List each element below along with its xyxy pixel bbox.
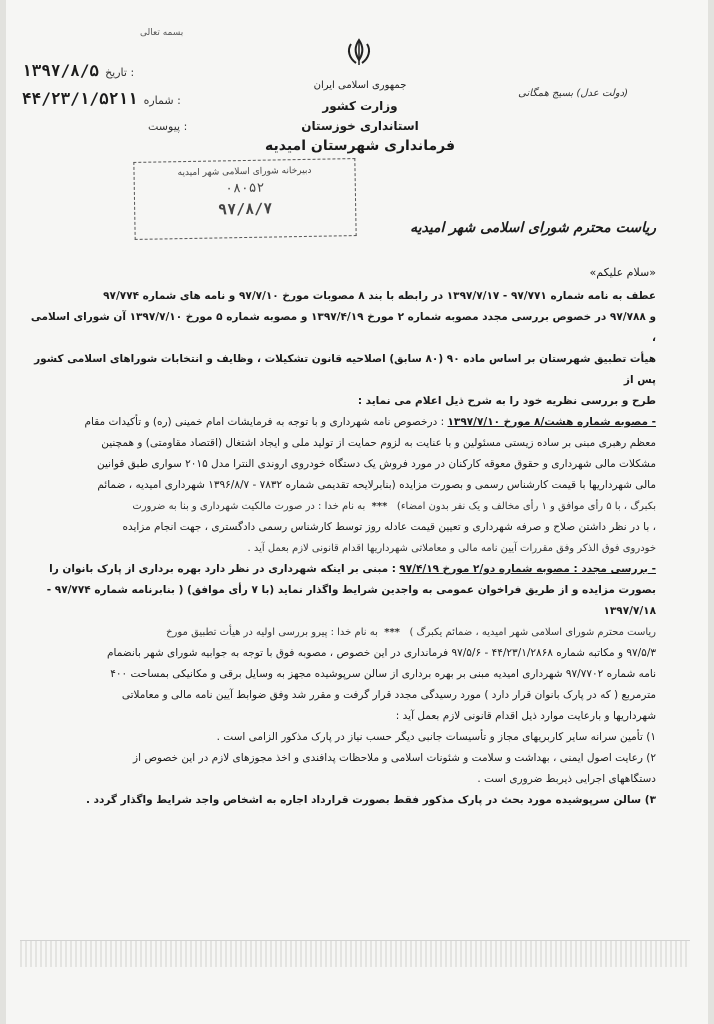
- section-2-decision: نامه شماره ۹۷/۷۷۰۲ شهرداری امیدیه مبنی بر بهره برداری از سالن سرپوشیده مجهز به وسایل برقی و مکانیکی بمساحت ۴۰۰: [110, 668, 656, 680]
- header-line-1: جمهوری اسلامی ایران: [313, 80, 407, 91]
- intro-line: طرح و بررسی نظریه خود را به شرح ذیل اعلام می نماید :: [357, 395, 656, 407]
- stamp-line-1: دبیرخانه شورای اسلامی شهر امیدیه: [177, 165, 312, 179]
- section-1-decision: خودروی فوق الذکر وفق مقررات آیین نامه مالی و معاملاتی شهرداریها اقدام قانونی لازم بعمل آید .: [247, 543, 656, 554]
- intro-line: عطف به نامه شماره ۹۷/۷۷۱ - ۱۳۹۷/۷/۱۷ در رابطه با بند ۸ مصوبات مورخ ۹۷/۷/۱۰ و نامه های شماره ۹۷/۷۷۴: [103, 290, 656, 302]
- section-1-line: معظم رهبری مبنی بر ساده زیستی مسئولین و با عنایت به لزوم حمایت از تولید ملی و ایجاد اشتغال (اقتصاد مقاومتی) و همچنین: [101, 437, 656, 449]
- stars-mark: ***: [384, 627, 400, 638]
- recipient: ریاست محترم شورای اسلامی شهر امیدیه: [410, 220, 656, 236]
- condition-item: دستگاههای اجرایی ذیربط ضروری است .: [477, 773, 656, 785]
- section-1-vote: بکبرگ ، با ۵ رأی موافق و ۱ رأی مخالف و یک نفر بدون امضاء): [396, 501, 656, 512]
- stamp-line-3: ۹۷/۸/۷: [217, 199, 273, 219]
- scan-artifact: [20, 940, 690, 967]
- section-1-line: مالی شهرداریها با قیمت کارشناس رسمی و بصورت مزایده (بنابرلایحه تقدیمی شماره ۷۸۳۲ - ۱۳۹۶/۸/۷ شهرداری امیدیه ، ضمائم: [97, 479, 656, 491]
- section-2-decision: شهرداریها و بارعایت موارد ذیل اقدام قانونی لازم بعمل آید :: [395, 710, 656, 722]
- section-1-title: - مصوبه شماره هشت/۸ مورخ ۱۳۹۷/۷/۱۰: [447, 416, 656, 428]
- section-2-decision: مترمربع ( که در پارک بانوان قرار دارد ) مورد رسیدگی مجدد قرار گرفت و مقرر شد وفق ضوابط آیین نامه مالی و معاملاتی: [121, 689, 656, 701]
- section-1-line: : درخصوص نامه شهرداری و با توجه به فرمایشات امام خمینی (ره) و تأکیدات مقام: [84, 416, 445, 428]
- salutation: «سلام علیکم»: [589, 266, 656, 279]
- scan-edge-right: [708, 0, 714, 1024]
- section-1-line: مشکلات مالی شهرداری و حقوق معوقه کارکنان در مورد فروش یک دستگاه خودروی اروندی النترا مدل ۲۰۱۵ سواری طبق قوانین: [96, 458, 656, 470]
- section-2-signature: به نام خدا : پیرو بررسی اولیه در هیأت تطبیق مورخ: [166, 627, 378, 638]
- section-2-line: ریاست محترم شورای اسلامی شهر امیدیه ، ضمائم یکبرگ ): [409, 627, 656, 638]
- scan-edge-left: [0, 0, 6, 1024]
- top-left-note: بسمه تعالی: [140, 28, 184, 38]
- number-label: شماره :: [143, 94, 181, 107]
- number-value: ۴۴/۲۳/۱/۵۲۱۱: [22, 89, 138, 108]
- header-line-3: استانداری خوزستان: [301, 119, 419, 133]
- intro-line: هیأت تطبیق شهرستان بر اساس ماده ۹۰ (۸۰ سابق) اصلاحیه قانون تشکیلات ، وظایف و انتخابات شوراهای اسلامی کشور پس از: [34, 353, 656, 386]
- header-line-2: وزارت کشور: [322, 99, 398, 113]
- section-1-signature: به نام خدا : در صورت مالکیت شهرداری و بنا به ضرورت: [132, 501, 366, 512]
- date-label: تاریخ :: [105, 66, 135, 79]
- attachment-label: پیوست :: [148, 120, 188, 133]
- header-line-4: فرمانداری شهرستان امیدیه: [264, 138, 455, 154]
- date-value: ۱۳۹۷/۸/۵: [22, 61, 100, 80]
- section-2-decision: ۹۷/۵/۳ و مکاتبه شماره ۴۴/۲۳/۱/۲۸۶۸ - ۹۷/۵/۶ فرمانداری در این خصوص ، مصوبه فوق با توجه به جوابیه شورای شهر بانضمام: [107, 647, 656, 659]
- section-2-line: : مبنی بر اینکه شهرداری در نظر دارد بهره برداری از پارک بانوان را: [49, 563, 396, 575]
- condition-item: ۱) تأمین سرانه سایر کاربریهای مجاز و تأسیسات جانبی دیگر حسب نیاز در پارک مذکور الزامی است .: [216, 731, 656, 743]
- section-2-line: بصورت مزایده و از طریق فراخوان عمومی به واجدین شرایط واگذار نماید (با ۷ رأی موافق) ( بنابرنامه شماره ۹۷/۷۷۴ - ۱۳۹۷/۷/۱۸: [46, 584, 656, 617]
- section-1-decision: ، با در نظر داشتن صلاح و صرفه شهرداری و تعیین قیمت عادله روز توسط کارشناس رسمی دادگستری ، جهت انجام مزایده: [122, 521, 656, 533]
- letter-meta: [22, 58, 222, 140]
- stamp-line-2: ۰۸۰۵۲: [225, 180, 265, 197]
- section-2-title: - بررسی مجدد : مصوبه شماره دو/۲ مورخ ۹۷/۴/۱۹: [399, 563, 656, 575]
- ministry-header: [240, 76, 480, 156]
- iran-emblem-icon: [342, 38, 376, 68]
- top-right-note: (دولت عدل) بسیج همگانی: [518, 88, 628, 99]
- condition-item: ۲) رعایت اصول ایمنی ، بهداشت و سلامت و شئونات اسلامی و ملاحظات پدافندی و اخذ مجوزهای لازم در این خصوص از: [133, 752, 656, 764]
- stars-mark: ***: [371, 501, 388, 512]
- condition-item: ۳) سالن سرپوشیده مورد بحث در پارک مذکور فقط بصورت قرارداد اجاره به اشخاص واجد شرایط واگذار گردد .: [85, 794, 656, 806]
- intro-line: و ۹۷/۷۸۸ در خصوص بررسی مجدد مصوبه شماره ۲ مورخ ۱۳۹۷/۴/۱۹ و مصوبه شماره ۵ مورخ ۱۳۹۷/۷/۱۰ آن شورای اسلامی ،: [30, 311, 656, 344]
- letter-body: [28, 286, 656, 811]
